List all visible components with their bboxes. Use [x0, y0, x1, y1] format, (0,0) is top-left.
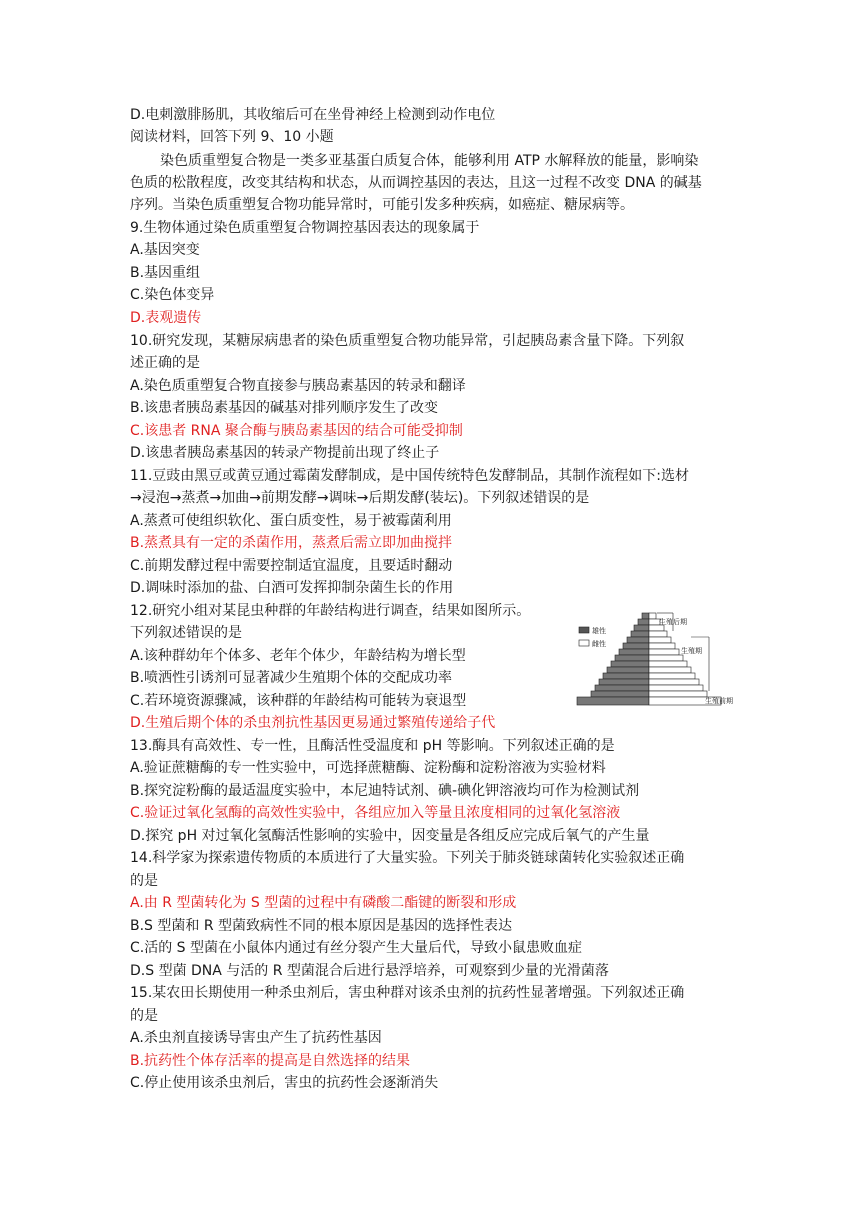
option: D.S 型菌 DNA 与活的 R 型菌混合后进行悬浮培养，可观察到少量的光滑菌落 — [130, 963, 609, 979]
option: D.探究 pH 对过氧化氢酶活性影响的实验中，因变量是各组反应完成后氧气的产生量 — [130, 828, 650, 844]
passage-line: 染色质重塑复合物是一类多亚基蛋白质复合体，能够利用 ATP 水解释放的能量，影响染 — [160, 153, 699, 169]
option: B.喷洒性引诱剂可显著减少生殖期个体的交配成功率 — [130, 670, 453, 686]
bar-male — [627, 637, 649, 643]
option: C.停止使用该杀虫剂后，害虫的抗药性会逐渐消失 — [130, 1075, 439, 1091]
bar-male — [638, 619, 649, 625]
answer-option: D.生殖后期个体的杀虫剂抗性基因更易通过繁殖传递给子代 — [130, 715, 496, 731]
bar-male — [595, 685, 649, 691]
legend-female-label: 雌性 — [592, 640, 606, 648]
bar-female — [649, 685, 703, 691]
question-13: 13.酶具有高效性、专一性，且酶活性受温度和 pH 等影响。下列叙述正确的是 — [130, 738, 615, 754]
option: C.若环境资源骤减，该种群的年龄结构可能转为衰退型 — [130, 693, 467, 709]
option: A.验证蔗糖酶的专一性实验中，可选择蔗糖酶、淀粉酶和淀粉溶液为实验材料 — [130, 760, 606, 776]
option: A.该种群幼年个体多、老年个体少，年龄结构为增长型 — [130, 648, 466, 664]
label-reproductive: 生殖期 — [681, 647, 702, 655]
option: C.前期发酵过程中需要控制适宜温度，且要适时翻动 — [130, 558, 453, 574]
legend-male-label: 雄性 — [592, 627, 606, 635]
section-heading: 阅读材料，回答下列 9、10 小题 — [130, 129, 334, 145]
option: C.染色体变异 — [130, 287, 215, 303]
passage-line: 色质的松散程度，改变其结构和状态，从而调控基因的表达，且这一过程不改变 DNA 的碱基 — [130, 175, 702, 191]
question-11: 11.豆豉由黑豆或黄豆通过霉菌发酵制成，是中国传统特色发酵制品，其制作流程如下:选材 — [130, 468, 689, 484]
bar-male — [591, 691, 649, 697]
question-15-cont: 的是 — [130, 1008, 158, 1024]
bar-female — [649, 673, 695, 679]
bar-male — [615, 655, 649, 661]
bar-female — [649, 649, 679, 655]
option: B.S 型菌和 R 型菌致病性不同的根本原因是基因的选择性表达 — [130, 918, 513, 934]
answer-option: B.蒸煮具有一定的杀菌作用，蒸煮后需立即加曲搅拌 — [130, 535, 453, 551]
label-pre-reproductive: 生殖前期 — [705, 697, 733, 705]
answer-option: B.抗药性个体存活率的提高是自然选择的结果 — [130, 1053, 411, 1069]
option: C.活的 S 型菌在小鼠体内通过有丝分裂产生大量后代，导致小鼠患败血症 — [130, 940, 583, 956]
bar-female — [649, 667, 691, 673]
option: B.探究淀粉酶的最适温度实验中，本尼迪特试剂、碘-碘化钾溶液均可作为检测试剂 — [130, 783, 640, 799]
question-9: 9.生物体通过染色质重塑复合物调控基因表达的现象属于 — [130, 220, 480, 236]
bar-male — [634, 625, 649, 631]
option: B.基因重组 — [130, 265, 201, 281]
question-14-cont: 的是 — [130, 873, 158, 889]
question-11-cont: →浸泡→蒸煮→加曲→前期发酵→调味→后期发酵(装坛)。下列叙述错误的是 — [130, 490, 590, 506]
question-15: 15.某农田长期使用一种杀虫剂后，害虫种群对该杀虫剂的抗药性显著增强。下列叙述正确 — [130, 985, 685, 1001]
option: D.调味时添加的盐、白酒可发挥抑制杂菌生长的作用 — [130, 580, 454, 596]
bar-male — [603, 673, 649, 679]
answer-option: D.表观遗传 — [130, 310, 202, 326]
bar-male — [619, 649, 649, 655]
age-pyramid-svg — [573, 607, 733, 710]
bar-female — [649, 655, 683, 661]
bar-female — [649, 679, 699, 685]
passage-line: 序列。当染色质重塑复合物功能异常时，可能引发多种疾病，如癌症、糖尿病等。 — [130, 197, 634, 213]
option: D.该患者胰岛素基因的转录产物提前出现了终止子 — [130, 445, 440, 461]
bar-male — [577, 697, 649, 705]
option: B.该患者胰岛素基因的碱基对排列顺序发生了改变 — [130, 400, 439, 416]
legend-male-swatch — [579, 627, 589, 633]
bar-female — [649, 637, 671, 643]
text-line: D.电刺激腓肠肌，其收缩后可在坐骨神经上检测到动作电位 — [130, 107, 496, 123]
answer-option: C.验证过氧化氢酶的高效性实验中，各组应加入等量且浓度相同的过氧化氢溶液 — [130, 805, 621, 821]
bar-female — [649, 631, 667, 637]
age-pyramid-figure — [573, 607, 733, 710]
question-12-cont: 下列叙述错误的是 — [130, 625, 242, 641]
option: A.蒸煮可使组织软化、蛋白质变性，易于被霉菌利用 — [130, 513, 452, 529]
bar-male — [631, 631, 649, 637]
bar-male — [611, 661, 649, 667]
bar-female — [649, 643, 675, 649]
bar-male — [599, 679, 649, 685]
question-10: 10.研究发现，某糖尿病患者的染色质重塑复合物功能异常，引起胰岛素含量下降。下列叙 — [130, 333, 685, 349]
question-14: 14.科学家为探索遗传物质的本质进行了大量实验。下列关于肺炎链球菌转化实验叙述正确 — [130, 850, 685, 866]
option: A.杀虫剂直接诱导害虫产生了抗药性基因 — [130, 1030, 382, 1046]
bar-female — [649, 661, 687, 667]
question-12: 12.研究小组对某昆虫种群的年龄结构进行调查，结果如图所示。 — [130, 603, 531, 619]
question-10-cont: 述正确的是 — [130, 355, 200, 371]
bar-female — [649, 691, 707, 697]
option: A.基因突变 — [130, 242, 200, 258]
bar-male — [607, 667, 649, 673]
answer-option: C.该患者 RNA 聚合酶与胰岛素基因的结合可能受抑制 — [130, 423, 463, 439]
bar-female — [649, 613, 656, 619]
answer-option: A.由 R 型菌转化为 S 型菌的过程中有磷酸二酯键的断裂和形成 — [130, 895, 517, 911]
bar-male — [642, 613, 649, 619]
bar-male — [623, 643, 649, 649]
legend-female-swatch — [579, 640, 589, 646]
label-post-reproductive: 生殖后期 — [659, 618, 687, 626]
option: A.染色质重塑复合物直接参与胰岛素基因的转录和翻译 — [130, 378, 466, 394]
